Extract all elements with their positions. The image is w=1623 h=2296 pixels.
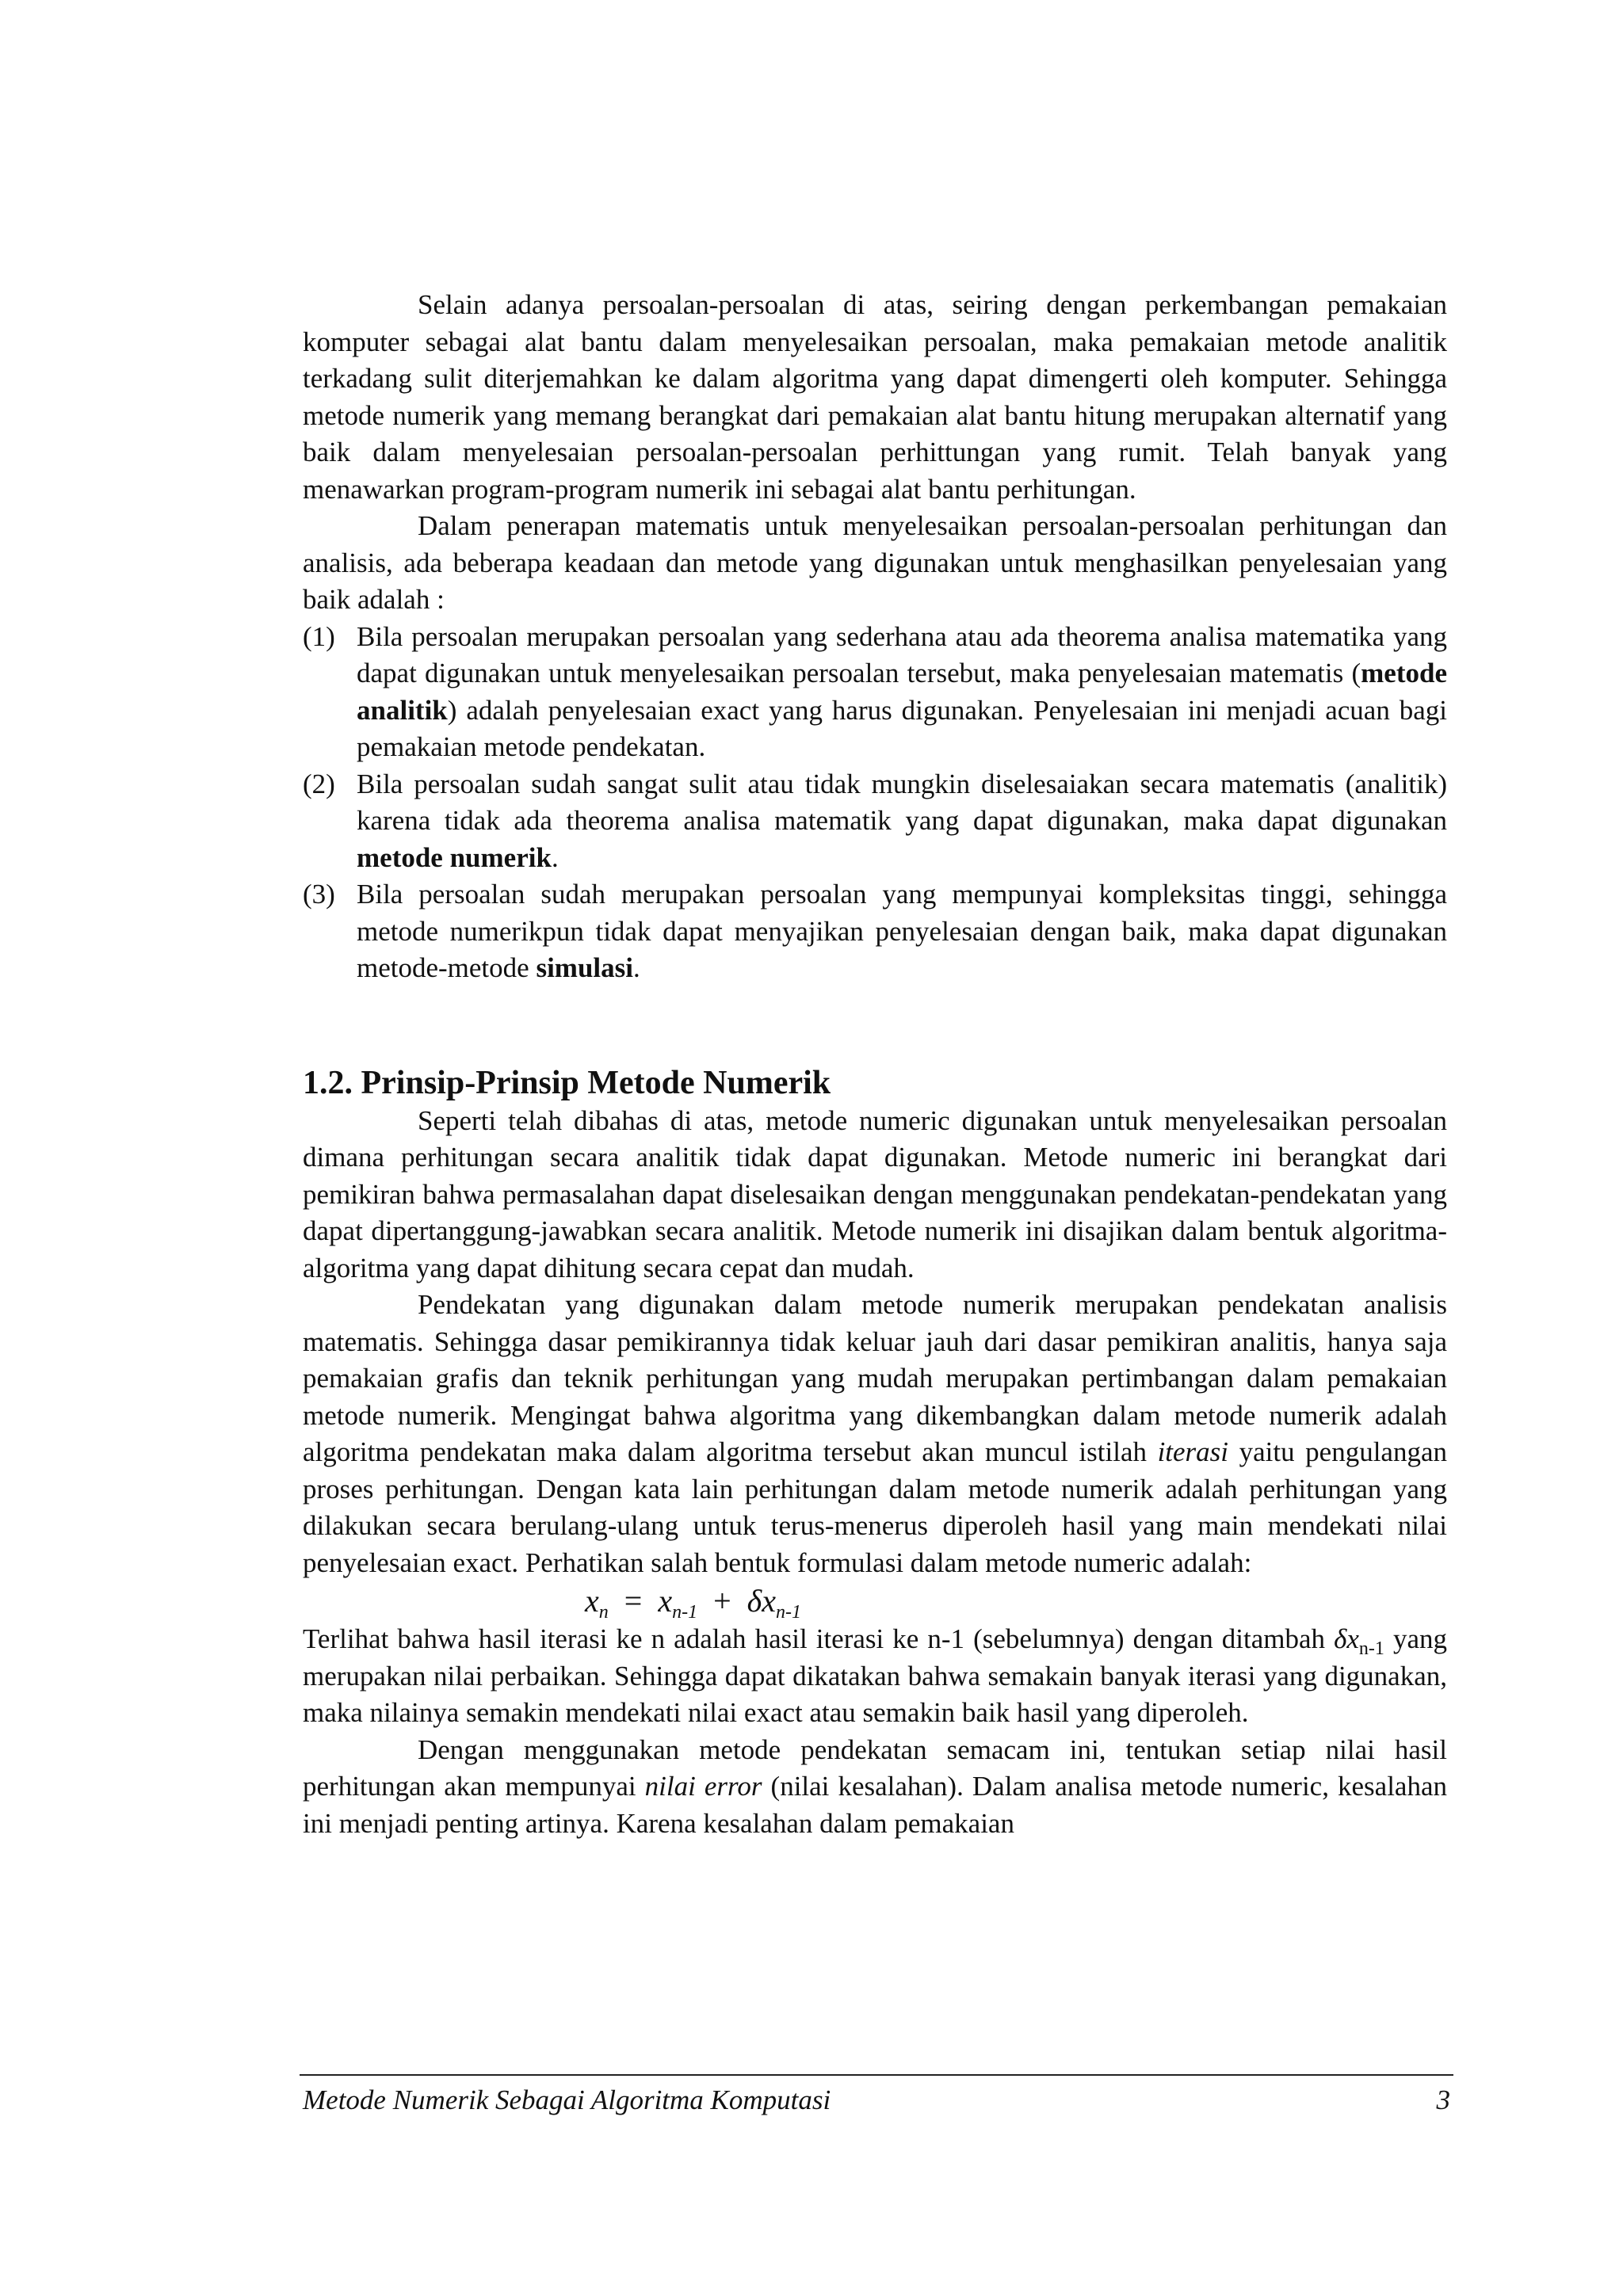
list-bold-term: simulasi (536, 952, 633, 983)
paragraph-iteration-result (303, 1621, 1447, 1732)
paragraph-principles: Seperti telah dibahas di atas, metode numeric digunakan untuk menyelesaikan persoalan dimana perhitungan secara analitik tidak dapat digunakan. Metode numeric ini berangkat dari pemikiran bahwa permasalahan dapat diselesaikan dengan menggunakan pendekatan-pendekatan yang dapat dipertanggung-jawabkan secara analitik. Metode numerik ini disajikan dalam bentuk algoritma-algoritma yang dapat dihitung secara cepat dan mudah. (303, 1104, 1447, 1283)
list-text: Bila persoalan sudah merupakan persoalan yang mempunyai kompleksitas tinggi, sehingga metode numerikpun tidak dapat menyajikan penyelesaian dengan baik, maka dapat digunakan metode-metode (357, 879, 1447, 983)
page-number: 3 (1436, 2084, 1450, 2115)
paragraph-text: Terlihat bahwa hasil iterasi ke n adalah hasil iterasi ke n-1 (sebelumnya) dengan ditambah (303, 1623, 1335, 1654)
italic-term-nilai-error: nilai error (644, 1771, 762, 1802)
paragraph-methods: Dalam penerapan matematis untuk menyelesaikan persoalan-persoalan perhitungan dan analisis, ada beberapa keadaan dan metode yang digunakan untuk menghasilkan penyelesaian yang baik adalah : (303, 510, 1447, 615)
formula-term1: x (658, 1583, 673, 1619)
list-bold-term: metode analitik (357, 658, 1447, 726)
formula-term2-sub: n-1 (776, 1602, 802, 1623)
section-heading: 1.2. Prinsip-Prinsip Metode Numerik (303, 1064, 831, 1101)
list-number: (2) (303, 768, 335, 799)
section-spacer (303, 987, 1447, 1063)
paragraph-text: Dengan menggunakan metode pendekatan semacam ini, tentukan setiap nilai hasil perhitungan akan mempunyai (303, 1733, 1447, 1802)
formula-lhs: x (585, 1583, 599, 1619)
list-number: (1) (303, 620, 335, 652)
list-item (303, 876, 1447, 987)
list-bold-term: metode numerik (357, 841, 552, 873)
paragraph-text: Pendekatan yang digunakan dalam metode numerik merupakan pendekatan analisis matematis. Sehingga dasar pemikirannya tidak keluar jauh dari dasar pemikiran analitis, hanya saja pemakaian grafis dan teknik perhitungan yang mudah merupakan pertimbangan dalam pemakaian metode numerik. Mengingat bahwa algoritma yang dikembangkan dalam metode numerik adalah algoritma pendekatan maka dalam algoritma tersebut akan muncul istilah (303, 1289, 1447, 1467)
formula-plus: + (713, 1583, 731, 1619)
page-content (303, 287, 1447, 1842)
method-list (303, 619, 1447, 987)
paragraph-intro: Selain adanya persoalan-persoalan di atas, seiring dengan perkembangan pemakaian komputer sebagai alat bantu dalam menyelesaikan persoalan, maka pemakaian metode analitik terkadang sulit diterjemahkan ke dalam algoritma yang dapat dimengerti oleh komputer. Sehingga metode numerik yang memang berangkat dari pemakaian alat bantu hitung merupakan alternatif yang baik dalam menyelesaian persoalan-persoalan perhittungan yang rumit. Telah banyak yang menawarkan program-program numerik ini sebagai alat bantu perhitungan. (303, 289, 1447, 505)
formula-equals: = (624, 1583, 643, 1619)
paragraph-text: yaitu pengulangan proses perhitungan. Dengan kata lain perhitungan dalam metode numerik adalah perhitungan yang dilakukan secara berulang-ulang untuk terus-menerus diperoleh hasil yang main mendekati nilai penyelesaian exact. Perhatikan salah bentuk formulasi dalam metode numeric adalah: (303, 1436, 1447, 1578)
inline-delta-sub: n-1 (1358, 1638, 1384, 1659)
paragraph-text: (nilai kesalahan). Dalam analisa metode numeric, kesalahan ini menjadi penting artinya. Karena kesalahan dalam pemakaian (303, 1771, 1447, 1839)
list-text: Bila persoalan merupakan persoalan yang sederhana atau ada theorema analisa matematika yang dapat digunakan untuk menyelesaikan persoalan tersebut, maka penyelesaian matematis ( (357, 620, 1447, 688)
formula-lhs-sub: n (598, 1602, 609, 1623)
inline-delta-symbol: δx (1334, 1623, 1359, 1654)
iteration-formula (585, 1581, 1447, 1621)
list-item (303, 619, 1447, 766)
list-number: (3) (303, 879, 335, 910)
paragraph-approach (303, 1287, 1447, 1581)
list-text: Bila persoalan sudah sangat sulit atau tidak mungkin diselesaiakan secara matematis (analitik) karena tidak ada theorema analisa matematik yang dapat digunakan, maka dapat digunakan (357, 768, 1447, 836)
list-item (303, 766, 1447, 877)
footer-divider (300, 2074, 1453, 2076)
formula-term1-sub: n-1 (672, 1602, 698, 1623)
list-text: . (633, 952, 640, 983)
italic-term-iterasi: iterasi (1157, 1436, 1229, 1467)
list-text: . (551, 841, 559, 873)
paragraph-text: yang merupakan nilai perbaikan. Sehingga dapat dikatakan bahwa semakain banyak iterasi yang digunakan, maka nilainya semakin mendekati nilai exact atau semakin baik hasil yang diperoleh. (303, 1623, 1447, 1728)
list-text: ) adalah penyelesaian exact yang harus digunakan. Penyelesaian ini menjadi acuan bagi pemakaian metode pendekatan. (357, 694, 1447, 762)
footer-title: Metode Numerik Sebagai Algoritma Komputasi (303, 2084, 831, 2115)
paragraph-error (303, 1732, 1447, 1843)
formula-term2: δx (747, 1583, 777, 1619)
